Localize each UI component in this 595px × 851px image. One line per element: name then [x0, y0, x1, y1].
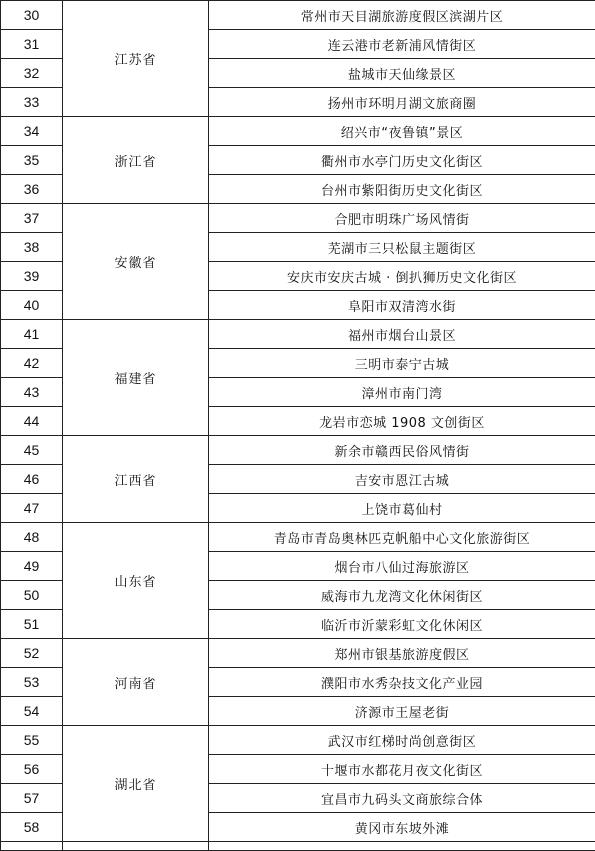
- district-name-cell: 绍兴市“夜鲁镇”景区: [209, 117, 595, 146]
- province-cell: 湖北省: [63, 726, 209, 842]
- table-row: [1, 1, 595, 30]
- district-name-cell: 衢州市水亭门历史文化街区: [209, 146, 595, 175]
- table-body: [1, 1, 595, 851]
- row-number: 32: [1, 59, 63, 88]
- row-number: 31: [1, 30, 63, 59]
- row-number: 54: [1, 697, 63, 726]
- province-cell: 浙江省: [63, 117, 209, 204]
- district-name-cell: 宜昌市九码头文商旅综合体: [209, 784, 595, 813]
- district-name-cell: 濮阳市水秀杂技文化产业园: [209, 668, 595, 697]
- district-name-cell: 台州市紫阳街历史文化街区: [209, 175, 595, 204]
- table-row: [1, 726, 595, 755]
- row-number: 35: [1, 146, 63, 175]
- row-number: 48: [1, 523, 63, 552]
- province-cell: 江西省: [63, 436, 209, 523]
- table-row: [1, 204, 595, 233]
- table-row: [1, 117, 595, 146]
- district-name-cell: 吉安市恩江古城: [209, 465, 595, 494]
- district-name-cell: 济源市王屋老街: [209, 697, 595, 726]
- district-name-cell: 芜湖市三只松鼠主题街区: [209, 233, 595, 262]
- table-row: [1, 523, 595, 552]
- row-number: 50: [1, 581, 63, 610]
- row-number: 49: [1, 552, 63, 581]
- district-name-cell: 福州市烟台山景区: [209, 320, 595, 349]
- row-number: 37: [1, 204, 63, 233]
- row-number: 58: [1, 813, 63, 842]
- empty-cell: [209, 842, 595, 851]
- district-name-cell: 龙岩市恋城 1908 文创街区: [209, 407, 595, 436]
- province-cell: 山东省: [63, 523, 209, 639]
- row-number: 55: [1, 726, 63, 755]
- row-number: 39: [1, 262, 63, 291]
- district-name-cell: 合肥市明珠广场风情街: [209, 204, 595, 233]
- row-number: 30: [1, 1, 63, 30]
- row-number: 33: [1, 88, 63, 117]
- table-row: [1, 639, 595, 668]
- row-number: 38: [1, 233, 63, 262]
- province-cell: 福建省: [63, 320, 209, 436]
- row-number: 56: [1, 755, 63, 784]
- row-number: 45: [1, 436, 63, 465]
- district-name-cell: 十堰市水都花月夜文化街区: [209, 755, 595, 784]
- row-number: 57: [1, 784, 63, 813]
- district-name-cell: 威海市九龙湾文化休闲街区: [209, 581, 595, 610]
- district-name-cell: 扬州市环明月湖文旅商圈: [209, 88, 595, 117]
- district-name-cell: 黄冈市东坡外滩: [209, 813, 595, 842]
- row-number: 43: [1, 378, 63, 407]
- district-name-cell: 临沂市沂蒙彩虹文化休闲区: [209, 610, 595, 639]
- row-number: 51: [1, 610, 63, 639]
- row-number: 44: [1, 407, 63, 436]
- district-name-cell: 盐城市天仙缘景区: [209, 59, 595, 88]
- row-number: 53: [1, 668, 63, 697]
- district-name-cell: 上饶市葛仙村: [209, 494, 595, 523]
- district-name-cell: 武汉市红梯时尚创意街区: [209, 726, 595, 755]
- district-name-cell: 郑州市银基旅游度假区: [209, 639, 595, 668]
- district-name-cell: 阜阳市双清湾水街: [209, 291, 595, 320]
- table-row: [1, 320, 595, 349]
- empty-cell: [1, 842, 63, 851]
- province-cell: 河南省: [63, 639, 209, 726]
- row-number: 46: [1, 465, 63, 494]
- province-cell: 安徽省: [63, 204, 209, 320]
- district-name-cell: 常州市天目湖旅游度假区滨湖片区: [209, 1, 595, 30]
- district-name-cell: 烟台市八仙过海旅游区: [209, 552, 595, 581]
- province-cell: 江苏省: [63, 1, 209, 117]
- row-number: 42: [1, 349, 63, 378]
- empty-cell: [63, 842, 209, 851]
- row-number: 40: [1, 291, 63, 320]
- district-name-cell: 新余市赣西民俗风情街: [209, 436, 595, 465]
- row-number: 41: [1, 320, 63, 349]
- district-name-cell: 漳州市南门湾: [209, 378, 595, 407]
- district-name-cell: 安庆市安庆古城 · 倒扒狮历史文化街区: [209, 262, 595, 291]
- district-name-cell: 青岛市青岛奥林匹克帆船中心文化旅游街区: [209, 523, 595, 552]
- row-number: 36: [1, 175, 63, 204]
- district-name-cell: 三明市泰宁古城: [209, 349, 595, 378]
- row-number: 52: [1, 639, 63, 668]
- table-row: [1, 436, 595, 465]
- district-name-cell: 连云港市老新浦风情街区: [209, 30, 595, 59]
- table-row-cutoff: [1, 842, 595, 851]
- row-number: 34: [1, 117, 63, 146]
- row-number: 47: [1, 494, 63, 523]
